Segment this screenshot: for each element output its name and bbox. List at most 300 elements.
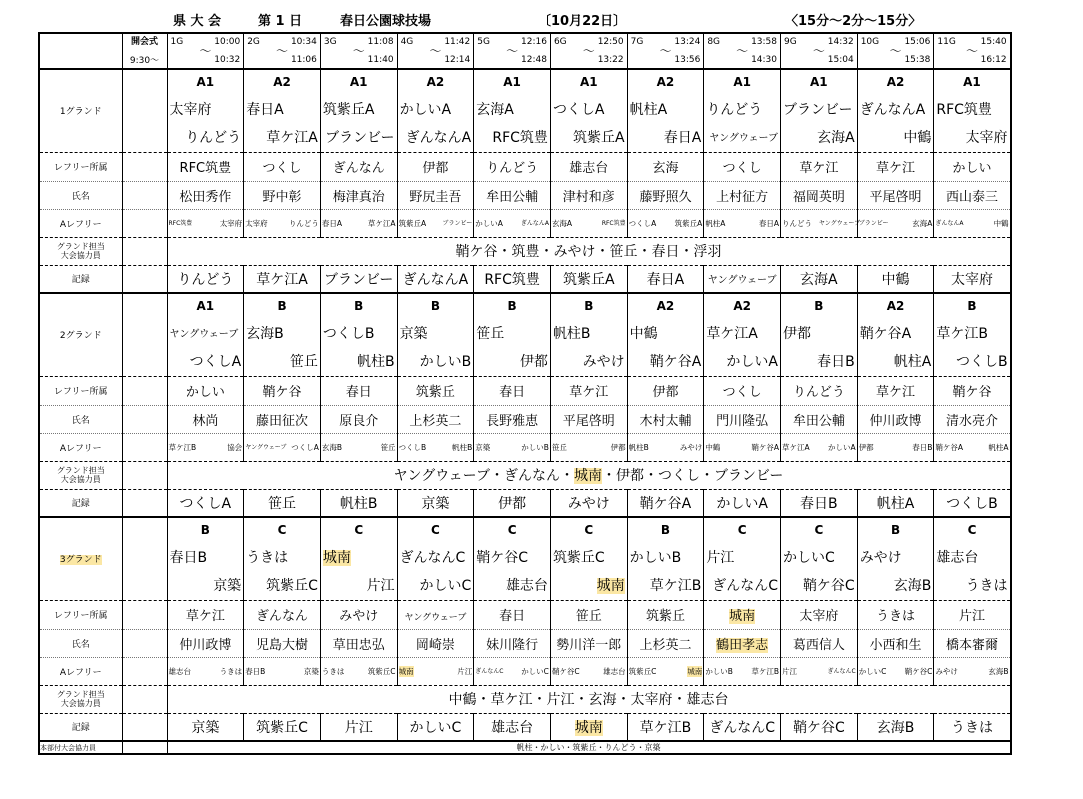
team-a-cell <box>474 94 551 123</box>
team-a: かしいA <box>399 101 452 118</box>
ref-name: 梅津真治 <box>332 189 385 205</box>
game-number: 9G <box>784 37 797 47</box>
a-ref-cell <box>934 433 1011 461</box>
a-ref-team: 筑紫丘C <box>367 666 396 676</box>
team-b: RFC筑豊 <box>492 130 548 147</box>
team-b-cell <box>934 571 1011 600</box>
a-ref-team: 太宰府 <box>219 218 243 228</box>
ref-name-cell <box>474 181 551 209</box>
ref-name-cell <box>550 181 627 209</box>
helper-sep: ・ <box>679 244 694 260</box>
team-b-cell <box>934 347 1011 376</box>
helper-team: 中鶴 <box>448 692 477 708</box>
ref-name: 清水亮介 <box>945 413 998 429</box>
game-start: 15:06 <box>904 37 931 47</box>
ref-affil-cell <box>167 376 244 405</box>
a-ref-cell <box>550 209 627 237</box>
ref-name: 津村和彦 <box>562 189 615 205</box>
record-team: 京築 <box>191 719 220 736</box>
blank-cell <box>122 713 167 741</box>
division-cell: A1 <box>167 293 244 318</box>
team-a-cell <box>781 318 858 347</box>
ref-affil-cell <box>704 152 781 181</box>
record-cell <box>397 713 474 741</box>
team-b-cell <box>627 123 704 152</box>
game-start: 10:00 <box>214 37 241 47</box>
team-b-cell <box>167 347 244 376</box>
record-cell <box>474 265 551 293</box>
ref-affil-cell <box>320 152 397 181</box>
team-a-cell <box>550 318 627 347</box>
ref-affil-cell <box>781 600 858 629</box>
record-team: 帆柱B <box>339 495 378 512</box>
team-a: ぎんなんC <box>399 549 466 566</box>
blank-cell <box>122 600 167 629</box>
division-cell: C <box>244 517 321 542</box>
ref-name: 勢川洋一郎 <box>556 637 622 653</box>
a-ref-cell <box>474 209 551 237</box>
record-cell <box>704 713 781 741</box>
record-team: RFC筑豊 <box>484 271 540 288</box>
team-b: つくしB <box>955 354 1008 371</box>
team-a-cell <box>934 318 1011 347</box>
division-cell: B <box>627 517 704 542</box>
a-ref-team: りんどう <box>782 218 812 228</box>
record-team: 草ケ江B <box>639 719 692 736</box>
record-team: 筑紫丘C <box>256 719 308 736</box>
ref-name: 鶴田孝志 <box>716 637 769 653</box>
team-a: 中鶴 <box>629 325 658 342</box>
a-ref-team: ぎんなんA <box>520 219 549 227</box>
team-b-cell <box>857 347 934 376</box>
ref-affil: 伊都 <box>652 385 679 400</box>
ref-name: 原良介 <box>339 413 379 429</box>
team-b-cell <box>550 123 627 152</box>
team-a: 草ケ江A <box>706 325 758 342</box>
a-ref-team: 帆柱A <box>705 218 726 228</box>
day-label: 第 1 日 <box>258 14 303 29</box>
team-a: ぎんなんA <box>859 101 926 118</box>
helper-team: 筑豊 <box>511 244 540 260</box>
helpers-label-line1: グランド担当 <box>56 466 105 475</box>
helper-team: ヤングウェーブ <box>393 468 490 484</box>
ref-name: 平尾啓明 <box>562 413 615 429</box>
division-cell: A1 <box>550 69 627 94</box>
team-b: 帆柱A <box>893 354 932 371</box>
team-b-cell <box>167 571 244 600</box>
ref-affil-cell <box>627 152 704 181</box>
team-a-cell <box>857 542 934 571</box>
helpers-label-line2: 大会協力員 <box>60 251 101 260</box>
helpers-label-line2: 大会協力員 <box>60 699 101 708</box>
helper-team: 笹丘 <box>609 244 638 260</box>
ref-name: 仲川政博 <box>869 413 922 429</box>
helper-team: 雄志台 <box>686 692 729 708</box>
record-cell <box>550 489 627 517</box>
team-b: かしいC <box>419 578 472 595</box>
a-ref-team: 玄海B <box>988 666 1009 676</box>
date-label: 〔10月22日〕 <box>538 14 627 29</box>
team-a-cell <box>167 318 244 347</box>
team-b-cell <box>474 571 551 600</box>
ref-affil: 鞘ケ谷 <box>952 385 992 400</box>
team-a-cell <box>627 94 704 123</box>
record-team: かしいC <box>409 719 462 736</box>
helpers-label-line1: グランド担当 <box>56 242 105 251</box>
team-b-cell <box>857 123 934 152</box>
a-ref-team: 中鶴 <box>705 442 721 452</box>
team-b-cell <box>857 571 934 600</box>
game-number: 7G <box>630 37 644 47</box>
ref-name: 仲川政博 <box>179 637 232 653</box>
time-tilde: 〜 <box>736 44 749 58</box>
ref-affil-cell <box>934 152 1011 181</box>
ref-affil-label: レフリー所属 <box>39 376 122 405</box>
team-a-cell <box>550 542 627 571</box>
team-b: 太宰府 <box>965 130 1008 147</box>
a-ref-team: ブランビー <box>858 219 889 227</box>
team-b: 中鶴 <box>903 130 932 147</box>
a-ref-team: ブランビー <box>442 219 473 227</box>
helper-team: 春日 <box>651 244 680 260</box>
ref-name: 林尚 <box>192 413 219 429</box>
helper-sep: ・ <box>637 244 652 260</box>
ref-affil: かしい <box>185 385 225 400</box>
ref-name: 松田秀作 <box>179 189 232 205</box>
team-b: 玄海B <box>893 578 932 595</box>
team-b-cell <box>167 123 244 152</box>
record-cell <box>320 489 397 517</box>
a-ref-team: 草ケ江A <box>782 442 810 452</box>
a-ref-team: ぎんなんA <box>935 219 964 227</box>
record-team: つくしB <box>946 495 998 512</box>
record-team: 京築 <box>421 495 450 512</box>
a-ref-team: 筑紫丘A <box>398 218 427 228</box>
a-ref-team: 雄志台 <box>168 666 191 676</box>
team-a: 伊都 <box>783 325 811 342</box>
blank-cell <box>122 265 167 293</box>
helper-team: ブランビー <box>713 468 784 484</box>
a-ref-team: みやけ <box>679 442 703 452</box>
record-team: 春日A <box>646 271 685 288</box>
time-tilde: 〜 <box>429 44 442 58</box>
team-a: 笹丘 <box>476 325 505 342</box>
a-ref-team: かしいC <box>521 666 549 676</box>
team-a: 筑紫丘C <box>552 549 605 566</box>
team-b-cell <box>397 571 474 600</box>
record-team: 玄海A <box>800 271 838 288</box>
record-cell <box>934 265 1011 293</box>
record-team: 雄志台 <box>491 719 534 736</box>
ref-affil: ヤングウェーブ <box>404 613 467 623</box>
team-b: 草ケ江A <box>266 130 318 147</box>
team-b: りんどう <box>185 130 242 147</box>
blank-cell <box>122 433 167 461</box>
a-ref-team: 笹丘 <box>551 442 567 452</box>
corner-cell <box>39 33 122 69</box>
ref-affil: ぎんなん <box>332 161 385 176</box>
game-start: 15:40 <box>980 37 1007 47</box>
ref-name-label: 氏名 <box>39 405 122 433</box>
ref-name-cell <box>934 405 1011 433</box>
a-ref-cell <box>857 657 934 685</box>
team-a-cell <box>627 542 704 571</box>
division-cell: B <box>781 293 858 318</box>
team-a-cell <box>474 318 551 347</box>
game-number: 2G <box>247 37 260 47</box>
division-cell: B <box>397 293 474 318</box>
a-ref-cell <box>934 657 1011 685</box>
record-cell <box>167 489 244 517</box>
time-tilde: 〜 <box>812 44 825 58</box>
a-ref-team: 春日B <box>245 666 266 676</box>
hq-label: 本部付大会協力員 <box>39 741 122 754</box>
team-a: 帆柱A <box>629 101 668 118</box>
team-b: 筑紫丘C <box>266 578 318 595</box>
team-a-cell <box>244 542 321 571</box>
division-cell: C <box>550 517 627 542</box>
a-ref-cell <box>167 433 244 461</box>
a-ref-cell <box>550 657 627 685</box>
blank-cell <box>122 237 167 265</box>
team-a: 片江 <box>706 549 735 566</box>
ref-affil-label: レフリー所属 <box>39 152 122 181</box>
team-a: みやけ <box>859 549 902 566</box>
game-start: 11:42 <box>444 37 471 47</box>
ref-name-cell <box>781 629 858 657</box>
team-b-cell <box>627 347 704 376</box>
a-ref-cell <box>857 433 934 461</box>
a-ref-team: 伊都 <box>858 442 874 452</box>
ref-name-cell <box>397 181 474 209</box>
helper-sep: ・ <box>532 692 547 708</box>
game-start: 12:50 <box>597 37 624 47</box>
a-ref-team: 春日B <box>912 442 933 452</box>
ref-affil-cell <box>550 152 627 181</box>
ref-affil-cell <box>781 376 858 405</box>
record-team: 筑紫丘A <box>562 271 615 288</box>
helper-team: つくし <box>657 468 700 484</box>
ref-affil-cell <box>244 376 321 405</box>
ref-name-cell <box>244 181 321 209</box>
record-label: 記録 <box>39 265 122 293</box>
a-ref-team: 京築 <box>475 442 491 452</box>
team-b-cell <box>244 347 321 376</box>
team-a-cell <box>704 542 781 571</box>
ref-name-cell <box>397 405 474 433</box>
ref-name-cell <box>627 629 704 657</box>
division-cell: A1 <box>474 69 551 94</box>
ref-name-cell <box>934 629 1011 657</box>
a-ref-team: 鞘ケ谷C <box>904 666 933 676</box>
game-end: 11:06 <box>290 55 317 65</box>
blank-cell <box>122 69 167 152</box>
a-ref-cell <box>627 657 704 685</box>
hq-value: 帆柱・かしい・筑紫丘・りんどう・京築 <box>167 741 1011 754</box>
ref-name-cell <box>474 629 551 657</box>
ref-affil: みやけ <box>339 609 379 624</box>
helper-team: 伊都 <box>615 468 644 484</box>
record-cell <box>167 265 244 293</box>
helper-team: 鞘ケ谷 <box>455 244 498 260</box>
a-ref-team: 片江 <box>782 666 797 676</box>
division-cell: C <box>704 517 781 542</box>
helper-team: ぎんなん <box>503 468 560 484</box>
team-a-cell <box>474 542 551 571</box>
a-ref-team: かしいB <box>705 666 733 676</box>
helpers-label <box>39 685 122 713</box>
team-a: つくしA <box>552 101 605 118</box>
a-ref-cell <box>781 657 858 685</box>
team-b: みやけ <box>582 354 625 371</box>
ref-affil: 筑紫丘 <box>645 609 685 624</box>
ref-name: 葛西信人 <box>792 637 845 653</box>
game-end: 13:22 <box>597 55 624 65</box>
team-a-cell <box>550 94 627 123</box>
record-cell <box>627 265 704 293</box>
a-ref-team: りんどう <box>288 218 319 228</box>
helper-sep: ・ <box>595 244 610 260</box>
team-b-cell <box>474 123 551 152</box>
game-slot <box>857 33 934 69</box>
blank-cell <box>122 209 167 237</box>
team-a-cell <box>934 94 1011 123</box>
team-b: 筑紫丘A <box>573 130 625 147</box>
a-ref-team: 帆柱B <box>628 442 649 452</box>
team-b-cell <box>244 123 321 152</box>
a-ref-team: かしいC <box>858 666 887 676</box>
record-cell <box>397 489 474 517</box>
ground-name-text: 3グランド <box>59 555 102 566</box>
a-ref-cell <box>550 433 627 461</box>
ref-affil: 春日 <box>499 609 526 624</box>
ref-name: 草田忠弘 <box>332 637 385 653</box>
a-ref-team: 筑紫丘A <box>674 218 703 228</box>
record-cell <box>320 265 397 293</box>
record-cell <box>781 265 858 293</box>
team-b-cell <box>474 347 551 376</box>
venue-label: 春日公園球技場 <box>340 14 432 29</box>
ref-affil: 草ケ江 <box>876 385 916 400</box>
a-ref-team: かしいB <box>521 442 549 452</box>
ref-name: 藤野照久 <box>639 189 692 205</box>
ref-affil-cell <box>550 600 627 629</box>
ref-name: 小西和生 <box>869 637 922 653</box>
record-cell <box>857 713 934 741</box>
ref-affil: 太宰府 <box>799 609 839 624</box>
record-cell <box>857 489 934 517</box>
a-ref-team: ぎんなんC <box>827 667 856 675</box>
team-b: かしいA <box>726 354 778 371</box>
team-a-cell <box>167 542 244 571</box>
ref-affil: 伊都 <box>422 161 449 176</box>
team-b-cell <box>704 123 781 152</box>
team-b: 春日B <box>817 354 855 371</box>
helper-sep: ・ <box>559 468 574 484</box>
record-team: 中鶴 <box>881 271 910 288</box>
game-start: 13:58 <box>751 37 777 47</box>
a-ref-cell <box>397 209 474 237</box>
ref-affil-cell <box>244 600 321 629</box>
a-ref-team: 筑紫丘C <box>628 666 657 676</box>
record-team: 草ケ江A <box>256 271 308 288</box>
team-b-cell <box>781 123 858 152</box>
ref-affil-cell <box>934 600 1011 629</box>
game-number: 11G <box>937 37 956 47</box>
ref-name: 妹川隆行 <box>486 637 539 653</box>
ref-name: 児島大樹 <box>256 637 309 653</box>
record-team: 城南 <box>574 719 603 736</box>
a-ref-team: 草ケ江B <box>168 442 197 452</box>
team-a: 草ケ江B <box>936 325 988 342</box>
helper-sep: ・ <box>699 468 714 484</box>
time-tilde: 〜 <box>582 44 595 58</box>
time-tilde: 〜 <box>965 44 978 58</box>
ref-affil-cell <box>167 152 244 181</box>
a-ref-team: うきは <box>321 666 345 676</box>
record-team: 玄海B <box>876 719 915 736</box>
team-b-cell <box>934 123 1011 152</box>
helpers-label-line2: 大会協力員 <box>60 475 101 484</box>
ref-name-cell <box>857 181 934 209</box>
team-a-cell <box>244 318 321 347</box>
ref-name-cell <box>320 181 397 209</box>
team-b: 雄志台 <box>505 578 548 595</box>
ref-affil-cell <box>857 600 934 629</box>
team-b-cell <box>704 571 781 600</box>
ref-name-cell <box>474 405 551 433</box>
ref-name-cell <box>934 181 1011 209</box>
division-cell: B <box>934 293 1011 318</box>
a-ref-team: 中鶴 <box>993 218 1009 228</box>
team-a-cell <box>320 318 397 347</box>
team-a-cell <box>627 318 704 347</box>
ref-affil: りんどう <box>792 385 845 400</box>
record-team: 鞘ケ谷A <box>639 495 692 512</box>
team-a-cell <box>397 318 474 347</box>
team-b: 京築 <box>213 578 242 595</box>
ref-affil-cell <box>934 376 1011 405</box>
ref-name: 上杉英二 <box>409 413 462 429</box>
a-ref-cell <box>320 433 397 461</box>
a-ref-team: 玄海A <box>551 218 573 228</box>
team-b: 春日A <box>663 130 702 147</box>
record-cell <box>934 489 1011 517</box>
game-slot <box>704 33 781 69</box>
ref-affil: つくし <box>722 161 762 176</box>
game-start: 11:08 <box>367 37 394 47</box>
ref-affil: 城南 <box>729 609 756 624</box>
ref-affil-cell <box>397 376 474 405</box>
game-slot <box>244 33 321 69</box>
ref-affil-cell <box>474 600 551 629</box>
division-cell: B <box>474 293 551 318</box>
ref-affil-cell <box>320 376 397 405</box>
ref-name-cell <box>320 629 397 657</box>
a-ref-team: 草ケ江A <box>367 218 396 228</box>
a-ref-team: つくしA <box>628 218 657 228</box>
ref-affil: 片江 <box>958 609 985 624</box>
opening-time: 9:30〜 <box>129 55 160 66</box>
team-a-cell <box>397 542 474 571</box>
team-b: うきは <box>965 578 1008 595</box>
helper-sep: ・ <box>489 468 504 484</box>
ref-affil-cell <box>474 152 551 181</box>
record-team: みやけ <box>567 495 610 512</box>
ref-affil-cell <box>167 600 244 629</box>
ref-name: 門川隆弘 <box>716 413 769 429</box>
record-team: ぎんなんA <box>402 271 469 288</box>
